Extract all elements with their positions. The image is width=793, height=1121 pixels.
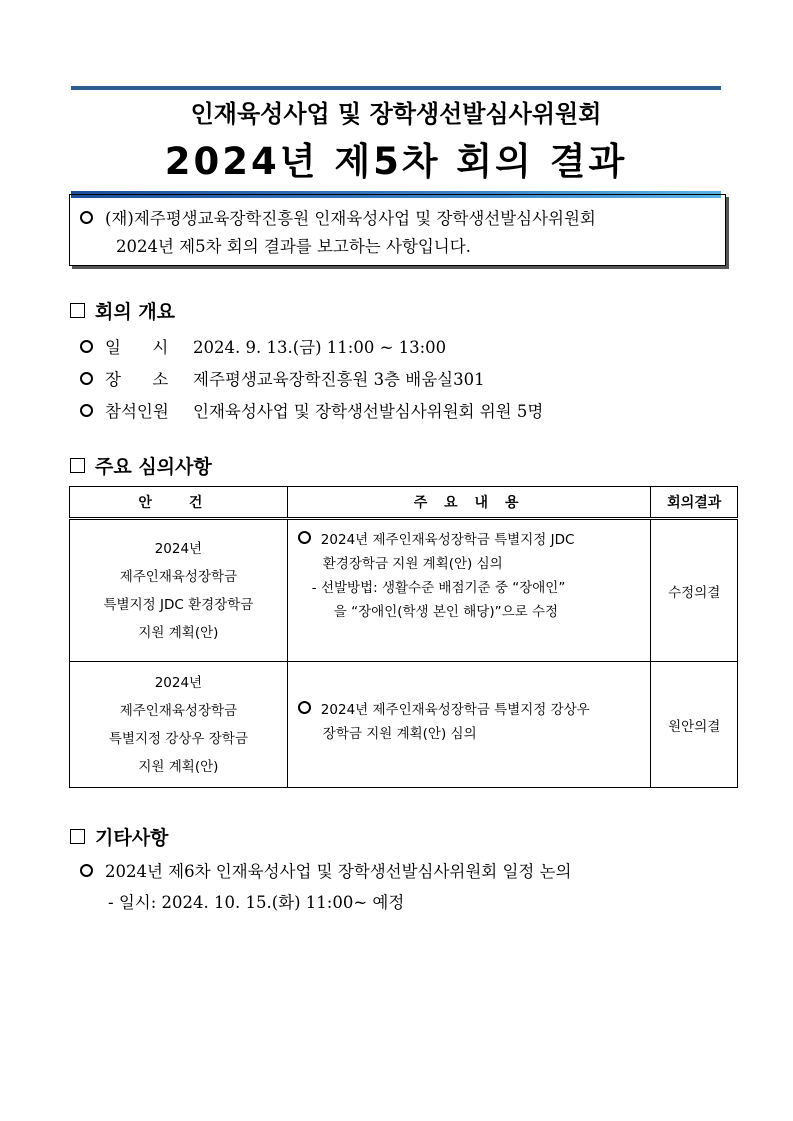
content-text: 을 “장애인(학생 본인 해당)”으로 수정 <box>333 604 559 620</box>
result-cell: 수정의결 <box>651 519 738 662</box>
col-header-result: 회의결과 <box>651 487 738 519</box>
agenda-text: 2024년 <box>154 540 203 557</box>
agenda-text: 제주인재육성장학금 <box>119 702 238 719</box>
other-item <box>80 858 572 882</box>
circle-bullet-icon <box>80 864 93 877</box>
result-cell: 원안의결 <box>651 662 738 788</box>
title-top-rule <box>71 86 721 90</box>
circle-bullet-icon <box>298 531 311 544</box>
content-text: 2024년 제주인재육성장학금 특별지정 JDC <box>320 532 575 548</box>
other-item-text: 2024년 제6차 인재육성사업 및 장학생선발심사위원회 일정 논의 <box>105 862 572 881</box>
item-value: 인재육성사업 및 장학생선발심사위원회 위원 5명 <box>193 402 544 421</box>
circle-bullet-icon <box>80 404 93 417</box>
summary-line-2: 2024년 제5차 회의 결과를 보고하는 사항입니다. <box>116 237 471 256</box>
agenda-table <box>69 486 738 788</box>
agenda-text: 2024년 <box>154 674 203 691</box>
circle-bullet-icon <box>298 701 311 714</box>
content-cell <box>287 519 651 662</box>
item-value: 2024. 9. 13.(금) 11:00 ~ 13:00 <box>193 338 447 357</box>
section-title: 주요 심의사항 <box>95 456 212 478</box>
circle-bullet-icon <box>80 211 93 224</box>
section-heading-other <box>70 823 168 850</box>
circle-bullet-icon <box>80 340 93 353</box>
item-label: 일 시 <box>105 338 169 357</box>
square-bullet-icon <box>70 458 85 473</box>
section-heading-overview <box>70 297 175 324</box>
summary-box <box>69 194 726 266</box>
section-title: 회의 개요 <box>95 301 176 323</box>
agenda-text: 지원 계획(안) <box>138 624 219 641</box>
item-label: 참석인원 <box>105 402 169 421</box>
summary-text-1: (재)제주평생교육장학진흥원 인재육성사업 및 장학생선발심사위원회 <box>105 209 596 228</box>
table-row <box>70 519 738 662</box>
agenda-text: 특별지정 강상우 장학금 <box>108 730 248 747</box>
table-header-row <box>70 487 738 519</box>
content-text: 환경장학금 지원 계획(안) 심의 <box>322 556 503 572</box>
agenda-text: 지원 계획(안) <box>138 758 219 775</box>
item-label: 장 소 <box>105 370 169 389</box>
item-value: 제주평생교육장학진흥원 3층 배움실301 <box>193 370 485 389</box>
overview-item-attendees <box>80 398 543 422</box>
agenda-cell <box>70 519 288 662</box>
square-bullet-icon <box>70 829 85 844</box>
section-heading-agenda <box>70 452 212 479</box>
overview-item-time <box>80 334 446 358</box>
square-bullet-icon <box>70 303 85 318</box>
table-row <box>70 662 738 788</box>
title-line-2: 2024년 제5차 회의 결과 <box>164 140 628 183</box>
summary-line-1 <box>80 205 596 229</box>
agenda-cell <box>70 662 288 788</box>
circle-bullet-icon <box>80 372 93 385</box>
content-cell <box>287 662 651 788</box>
title-line-1: 인재육성사업 및 장학생선발심사위원회 <box>190 100 602 128</box>
col-header-agenda: 안 건 <box>70 487 288 519</box>
agenda-text: 특별지정 JDC 환경장학금 <box>103 596 254 613</box>
section-title: 기타사항 <box>95 827 169 849</box>
agenda-text: 제주인재육성장학금 <box>119 568 238 585</box>
content-text: 2024년 제주인재육성장학금 특별지정 강상우 <box>320 702 590 718</box>
content-text: - 선발방법: 생활수준 배점기준 중 “장애인” <box>311 580 566 596</box>
overview-item-place <box>80 366 485 390</box>
col-header-content: 주 요 내 용 <box>287 487 651 519</box>
title-block <box>71 86 721 198</box>
content-text: 장학금 지원 계획(안) 심의 <box>322 726 477 742</box>
other-sub-item: - 일시: 2024. 10. 15.(화) 11:00~ 예정 <box>108 893 405 912</box>
